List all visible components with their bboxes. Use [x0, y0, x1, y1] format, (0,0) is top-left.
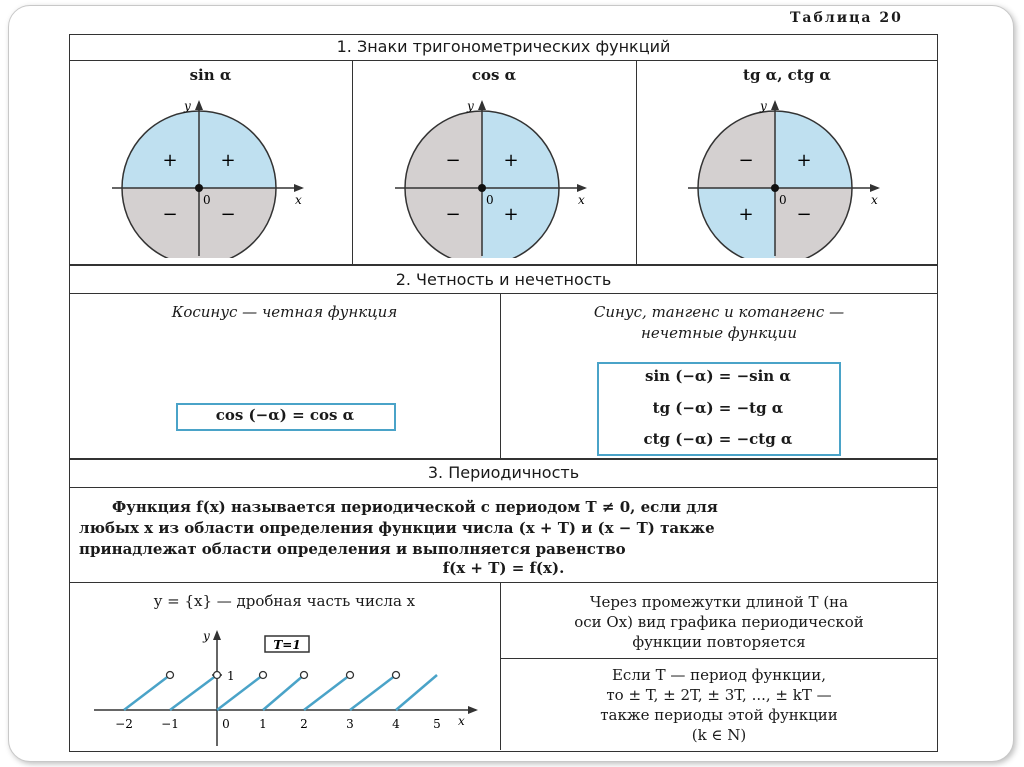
graph-axis-x: x — [458, 714, 465, 728]
divider — [352, 60, 353, 264]
table-label: Таблица 20 — [790, 10, 903, 26]
section2-title: 2. Четность и нечетность — [395, 270, 612, 289]
note2-line-1: Если T — период функции, — [611, 666, 827, 684]
sign-q2: − — [445, 150, 461, 171]
sign-q1: + — [220, 150, 236, 171]
section1-title: 1. Знаки тригонометрических функций — [336, 37, 671, 56]
axis-y-label: y — [467, 99, 474, 113]
sign-q3: − — [445, 204, 461, 225]
even-caption: Косинус — четная функция — [171, 303, 398, 321]
odd-formula-sin: sin (−α) = −sin α — [645, 367, 791, 385]
sign-q3: − — [162, 204, 178, 225]
origin-label: 0 — [779, 193, 787, 207]
divider — [69, 60, 938, 61]
divider — [69, 582, 938, 583]
tick-label: 5 — [433, 717, 441, 731]
note2-line-2: то ± T, ± 2T, ± 3T, ..., ± kT — — [606, 686, 832, 704]
cos-right-half — [482, 111, 559, 258]
sign-q4: + — [503, 204, 519, 225]
definition-line-2: любых x из области определения функции числа (x + T) и (x − T) также — [79, 519, 715, 537]
graph-title: y = {x} — дробная часть числа x — [153, 592, 416, 610]
section3-title: 3. Периодичность — [427, 463, 580, 482]
cos-sign-diagram — [393, 98, 593, 258]
axis-x-label: x — [295, 193, 302, 207]
divider — [500, 658, 938, 659]
odd-caption-line1: Синус, тангенс и котангенс — — [593, 303, 845, 321]
tick-label: 2 — [300, 717, 308, 731]
axis-y-label: y — [760, 99, 767, 113]
odd-caption-line2: нечетные функции — [641, 324, 797, 342]
tick-label: 0 — [222, 717, 230, 731]
divider — [636, 60, 637, 264]
graph-y-one: 1 — [227, 669, 235, 683]
fractional-part-graph — [92, 618, 484, 748]
sin-sign-diagram — [110, 98, 310, 258]
even-formula: cos (−α) = cos α — [215, 406, 355, 424]
graph-axis-y: y — [203, 629, 210, 643]
definition-line-4: f(x + T) = f(x). — [442, 559, 565, 577]
sin-label: sin α — [189, 66, 232, 84]
odd-formula-ctg: ctg (−α) = −ctg α — [643, 430, 793, 448]
open-endpoints — [167, 672, 400, 679]
sawtooth-segments — [124, 675, 437, 710]
sign-q1: + — [503, 150, 519, 171]
tg-ctg-sign-diagram — [686, 98, 886, 258]
sign-q2: + — [162, 150, 178, 171]
tg-q3 — [698, 188, 775, 258]
origin-label: 0 — [486, 193, 494, 207]
tick-label: 4 — [392, 717, 400, 731]
definition-line-1: Функция f(x) называется периодической с периодом T ≠ 0, если для — [112, 498, 718, 516]
divider — [69, 293, 938, 294]
axis-y-label: y — [184, 99, 191, 113]
tick-label: −2 — [115, 717, 133, 731]
axis-x-label: x — [871, 193, 878, 207]
odd-formula-tg: tg (−α) = −tg α — [652, 399, 784, 417]
note1-line-3: функции повторяется — [632, 633, 806, 651]
cos-left-half — [405, 111, 482, 258]
divider — [69, 487, 938, 488]
tick-label: 3 — [346, 717, 354, 731]
tick-label: 1 — [259, 717, 267, 731]
tg-q1 — [775, 111, 852, 188]
tg-ctg-label: tg α, ctg α — [743, 66, 831, 84]
sign-q3: + — [738, 204, 754, 225]
cos-label: cos α — [471, 66, 517, 84]
axis-x-label: x — [578, 193, 585, 207]
definition-line-3: принадлежат области определения и выполняется равенство — [79, 540, 626, 558]
sign-q4: − — [796, 204, 812, 225]
tick-label: −1 — [161, 717, 179, 731]
note2-line-3: также периоды этой функции — [600, 706, 838, 724]
origin-label: 0 — [203, 193, 211, 207]
note2-line-4: (k ∈ N) — [691, 726, 747, 744]
note1-line-1: Через промежутки длиной T (на — [589, 593, 849, 611]
period-label: T=1 — [273, 638, 301, 652]
sign-q4: − — [220, 204, 236, 225]
tg-q2 — [698, 111, 775, 188]
sign-q2: − — [738, 150, 754, 171]
note1-line-2: оси Ox) вид графика периодической — [574, 613, 864, 631]
sign-q1: + — [796, 150, 812, 171]
